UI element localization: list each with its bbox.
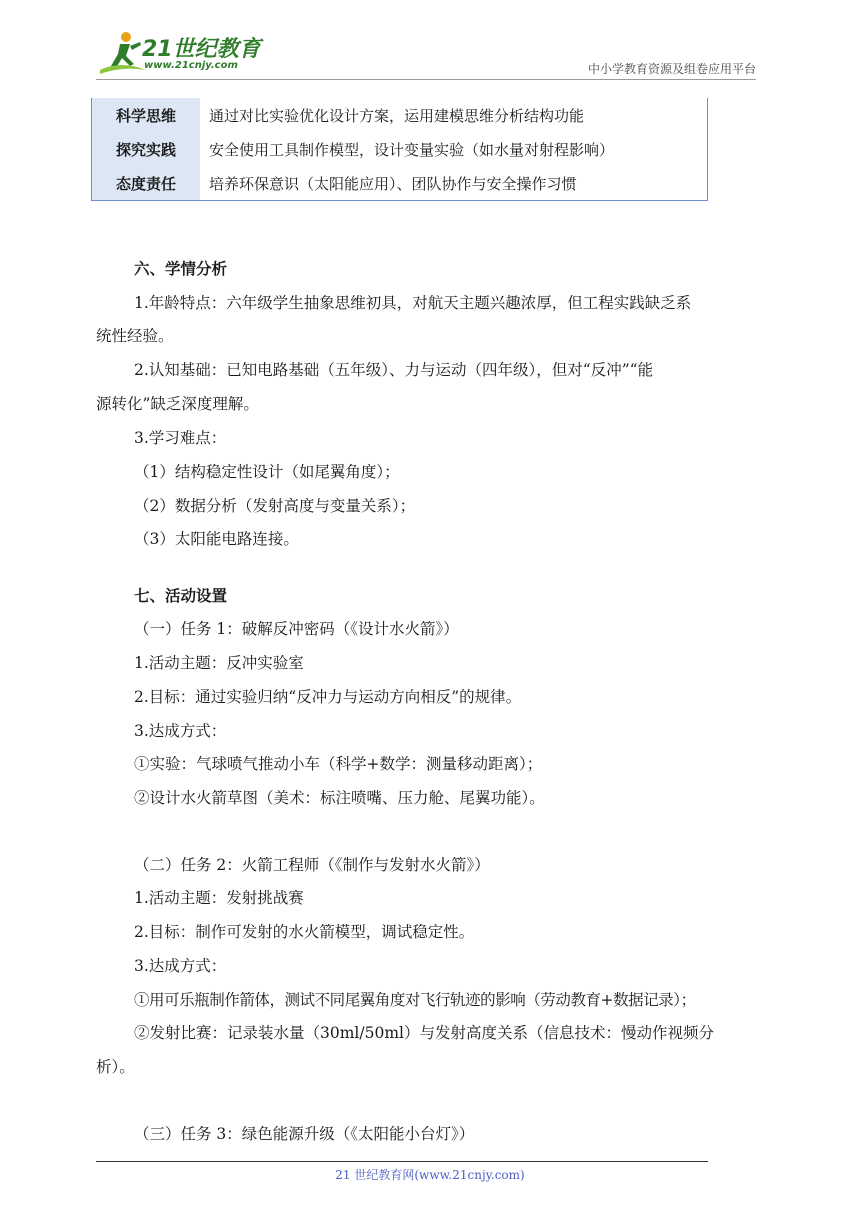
paragraph-line: 3.达成方式： <box>134 722 227 740</box>
paragraph-line: ①实验：气球喷气推动小车（科学+数学：测量移动距离）； <box>134 755 543 773</box>
paragraph-line: 析）。 <box>96 1058 135 1076</box>
header-divider <box>96 79 756 80</box>
paragraph-line: 2.目标：通过实验归纳“反冲力与运动方向相反”的规律。 <box>134 688 522 706</box>
section-heading: 七、活动设置 <box>134 587 228 605</box>
runner-logo-icon <box>96 30 148 78</box>
paragraph-line: 1.年龄特点：六年级学生抽象思维初具，对航天主题兴趣浓厚，但工程实践缺乏系 <box>134 294 692 312</box>
paragraph-line: 2.目标：制作可发射的水火箭模型，调试稳定性。 <box>134 923 475 941</box>
table-row <box>92 166 708 201</box>
table-row <box>92 132 708 166</box>
logo-text: 21世纪教育 <box>142 37 261 62</box>
table-key: 科学思维 <box>92 98 201 132</box>
table-key: 态度责任 <box>92 166 201 201</box>
paragraph-line: 1.活动主题：发射挑战赛 <box>134 889 304 907</box>
paragraph-line: 3.学习难点： <box>134 429 227 447</box>
paragraph-line: 3.达成方式： <box>134 957 227 975</box>
paragraph-line: ②发射比赛：记录装水量（30ml/50ml）与发射高度关系（信息技术：慢动作视频分 <box>134 1024 714 1042</box>
paragraph-line: 1.活动主题：反冲实验室 <box>134 654 304 672</box>
task-heading: （二）任务 2：火箭工程师（《制作与发射水火箭》） <box>134 856 490 874</box>
table-value: 通过对比实验优化设计方案，运用建模思维分析结构功能 <box>209 106 585 125</box>
task-heading: （三）任务 3：绿色能源升级（《太阳能小台灯》） <box>134 1125 475 1143</box>
paragraph-line: 统性经验。 <box>96 327 174 345</box>
table-key: 探究实践 <box>92 132 201 166</box>
footer-divider <box>96 1161 708 1162</box>
section-heading: 六、学情分析 <box>134 260 228 278</box>
paragraph-line: ②设计水火箭草图（美术：标注喷嘴、压力舱、尾翼功能）。 <box>134 789 545 807</box>
task-heading: （一）任务 1：破解反冲密码（《设计水火箭》） <box>134 620 459 638</box>
paragraph-line: （1）结构稳定性设计（如尾翼角度）； <box>134 463 400 481</box>
paragraph-line: 2.认知基础：已知电路基础（五年级）、力与运动（四年级），但对“反冲”“能 <box>134 361 654 379</box>
header-slogan: 中小学教育资源及组卷应用平台 <box>587 62 756 76</box>
table-value: 安全使用工具制作模型，设计变量实验（如水量对射程影响） <box>209 140 615 159</box>
paragraph-line: （2）数据分析（发射高度与变量关系）； <box>134 497 416 515</box>
literacy-goals-table <box>91 98 708 201</box>
paragraph-line: （3）太阳能电路连接。 <box>134 530 299 548</box>
paragraph-line: 源转化”缺乏深度理解。 <box>96 395 259 413</box>
table-row <box>92 98 708 132</box>
table-value: 培养环保意识（太阳能应用）、团队协作与安全操作习惯 <box>209 174 577 193</box>
footer-link[interactable]: 21 世纪教育网(www.21cnjy.com) <box>335 1168 525 1182</box>
page-header <box>0 0 860 80</box>
site-logo[interactable] <box>96 30 266 78</box>
paragraph-line: ①用可乐瓶制作箭体，测试不同尾翼角度对飞行轨迹的影响（劳动教育+数据记录）； <box>134 991 696 1009</box>
logo-url: www.21cnjy.com <box>144 60 238 71</box>
